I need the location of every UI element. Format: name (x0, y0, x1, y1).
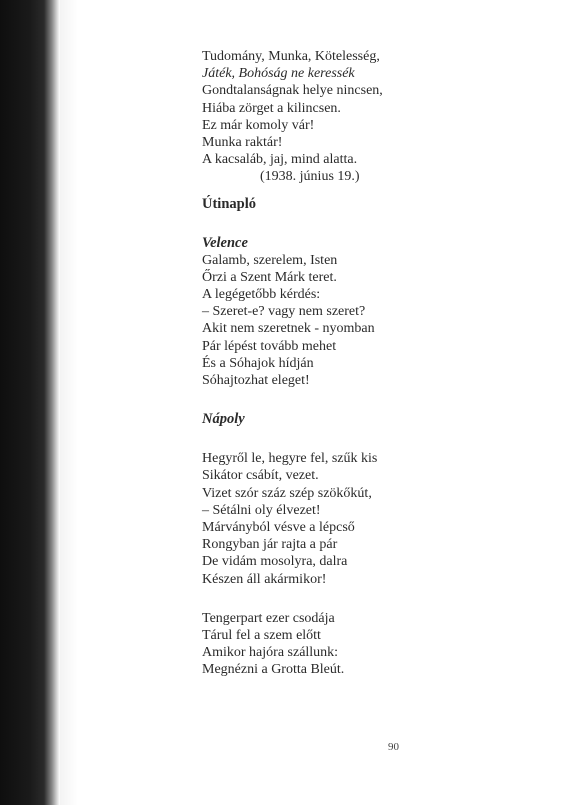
poem-line: Hegyről le, hegyre fel, szűk kis (202, 451, 378, 467)
poem-title-velence: Velence (202, 234, 248, 251)
poem-line: Akit nem szeretnek - nyomban (202, 321, 375, 337)
poem-stanza (202, 252, 502, 390)
poem-line: Pár lépést tovább mehet (202, 338, 337, 354)
poem-line: Márványból vésve a lépcső (202, 520, 355, 536)
poem-title-napoly: Nápoly (202, 411, 245, 428)
poem-stanza (202, 610, 502, 679)
poem-line: Munka raktár! (202, 135, 283, 151)
poem-line: Gondtalanságnak helye nincsen, (202, 83, 383, 99)
book-binding-shadow (0, 0, 60, 805)
poem-date: (1938. június 19.) (260, 169, 360, 185)
poem-line: Vizet szór száz szép szökőkút, (202, 485, 372, 501)
page-number: 90 (388, 741, 399, 753)
poem-line: – Szeret-e? vagy nem szeret? (202, 304, 366, 320)
poem-column (202, 48, 502, 679)
poem-line: Készen áll akármikor! (202, 571, 327, 587)
poem-line: És a Sóhajok hídján (202, 355, 314, 371)
section-title: Útinapló (202, 195, 256, 212)
poem-line: Őrzi a Szent Márk teret. (202, 269, 337, 285)
poem-line: A kacsaláb, jaj, mind alatta. (202, 152, 358, 168)
poem-stanza (202, 48, 502, 186)
poem-line: Sikátor csábít, vezet. (202, 468, 319, 484)
poem-line: Megnézni a Grotta Bleút. (202, 662, 345, 678)
poem-line: Ez már komoly vár! (202, 117, 315, 133)
poem-line: Amikor hajóra szállunk: (202, 645, 339, 661)
poem-line: De vidám mosolyra, dalra (202, 554, 348, 570)
book-page (60, 0, 573, 805)
poem-line: Galamb, szerelem, Isten (202, 252, 338, 268)
poem-line: Tárul fel a szem előtt (202, 628, 321, 644)
poem-line: Sóhajtozhat eleget! (202, 373, 310, 389)
poem-stanza (202, 450, 502, 588)
poem-line: – Sétálni oly élvezet! (202, 502, 321, 518)
poem-line: A legégetőbb kérdés: (202, 287, 321, 303)
poem-line: Játék, Bohóság ne keressék (202, 66, 355, 82)
poem-line: Hiába zörget a kilincsen. (202, 100, 341, 116)
poem-line: Tudomány, Munka, Kötelesség, (202, 49, 380, 64)
poem-line: Rongyban jár rajta a pár (202, 537, 338, 553)
poem-line: Tengerpart ezer csodája (202, 610, 335, 626)
